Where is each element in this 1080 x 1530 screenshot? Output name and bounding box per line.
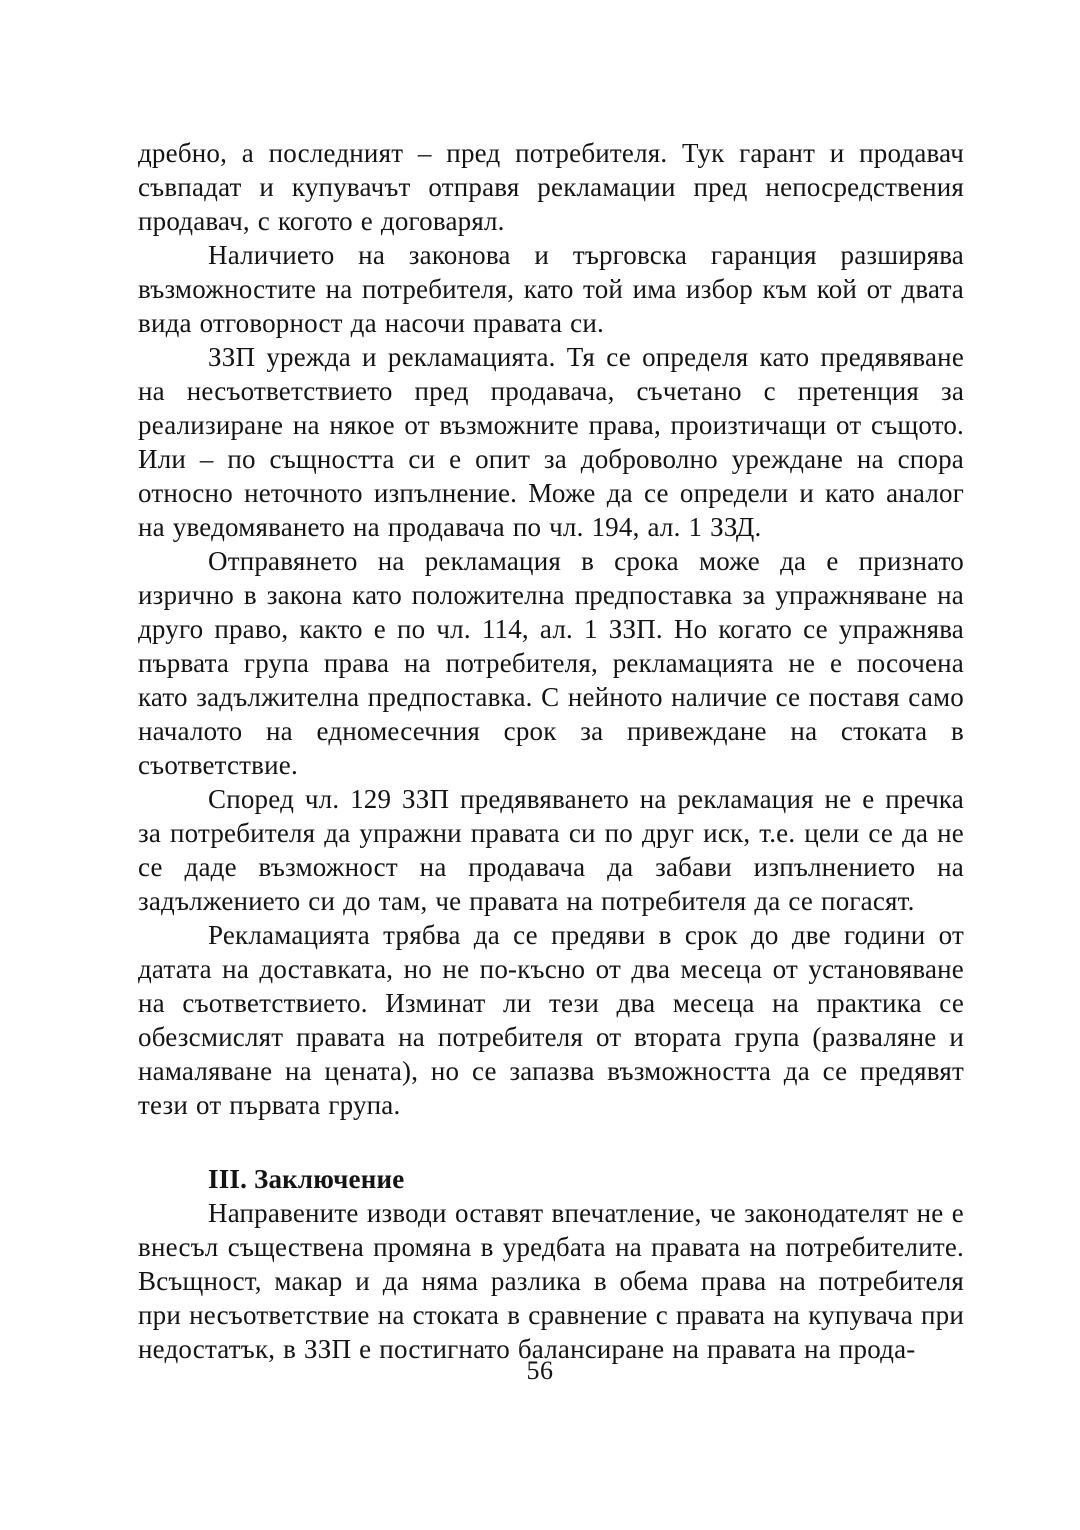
paragraph-continuation: дребно, а последният – пред потребителя. Тук гарант и продавач съвпадат и купувачът отправя рекламации пред непосредствения продавач, с когото е договарял.	[138, 138, 964, 236]
section-heading: III. Заключение	[208, 1164, 405, 1194]
paragraph: Направените изводи оставят впечатление, че законодателят не е внесъл съществена промяна в уредбата на правата на потребителите. Всъщност, макар и да няма разлика в обема права на потребителя при несъответствие на стоката в сравнение с правата на купувача при недостатък, в ЗЗП е постигнато балансиране на правата на прода-	[138, 1198, 964, 1364]
paragraph: ЗЗП урежда и рекламацията. Тя се определя като предявяване на несъответствието пред продавача, съчетано с претенция за реализиране на някое от възможните права, произтичащи от същото. Или – по същността си е опит за доброволно уреждане на спора относно неточното изпълнение. Може да се определи и като аналог на уведомяването на продавача по чл. 194, ал. 1 ЗЗД.	[138, 342, 964, 542]
page-number: 56	[526, 1356, 554, 1385]
paragraph: Наличието на законова и търговска гаранция разширява възможностите на потребителя, като той има избор към кой от двата вида отговорност да насочи правата си.	[138, 240, 964, 338]
page-content	[138, 136, 964, 1366]
paragraph: Отправянето на рекламация в срока може да е признато изрично в закона като положителна предпоставка за упражняване на друго право, както е по чл. 114, ал. 1 ЗЗП. Но когато се упражнява първата група права на потребителя, рекламацията не е посочена като задължителна предпоставка. С нейното наличие се поставя само началото на едномесечния срок за привеждане на стоката в съответствие.	[138, 546, 964, 780]
paragraph: Според чл. 129 ЗЗП предявяването на рекламация не е пречка за потребителя да упражни правата си по друг иск, т.е. цели се да не се даде възможност на продавача да забави изпълнението на задължението си до там, че правата на потребителя да се погасят.	[138, 784, 964, 916]
paragraph: Рекламацията трябва да се предяви в срок до две години от датата на доставката, но не по-късно от два месеца от установяване на съответствието. Изминат ли тези два месеца на практика се обезсмислят правата на потребителя от втората група (разваляне и намаляване на цената), но се запазва възможността да се предявят тези от първата група.	[138, 920, 964, 1120]
